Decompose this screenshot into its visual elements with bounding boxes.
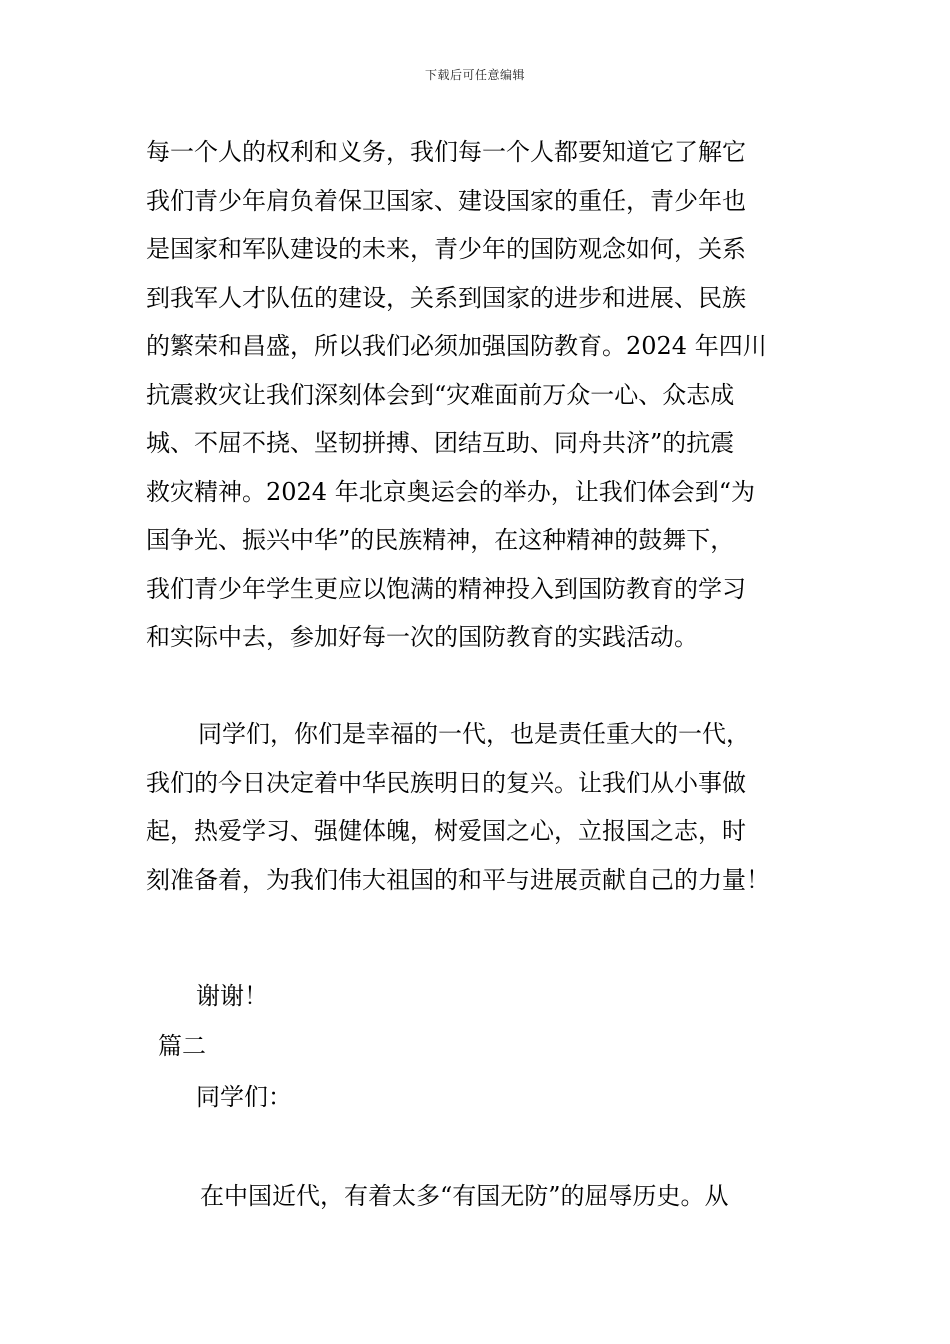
paragraph-line: 同学们，你们是幸福的一代，也是责任重大的一代，: [198, 720, 750, 748]
paragraph-line: 每一个人的权利和义务，我们每一个人都要知道它了解它: [146, 138, 746, 166]
paragraph-line: 抗震救灾让我们深刻体会到“灾难面前万众一心、众志成: [146, 380, 735, 409]
page-header-caption: 下载后可任意编辑: [424, 68, 525, 82]
greeting: 同学们：: [196, 1083, 292, 1111]
paragraph-line: 我们青少年学生更应以饱满的精神投入到国防教育的学习: [146, 574, 746, 603]
paragraph-line: 的繁荣和昌盛，所以我们必须加强国防教育。2024 年四川: [146, 332, 767, 360]
paragraph-line: 是国家和军队建设的未来，青少年的国防观念如何，关系: [146, 235, 746, 263]
paragraph-line: 和实际中去，参加好每一次的国防教育的实践活动。: [146, 623, 698, 651]
paragraph-3-first-line: 在中国近代，有着太多“有国无防”的屈辱历史。从: [200, 1182, 729, 1210]
paragraph-line: 救灾精神。2024 年北京奥运会的举办，让我们体会到“为: [146, 477, 755, 506]
closing-thanks: 谢谢！: [196, 982, 268, 1010]
paragraph-line: 我们青少年肩负着保卫国家、建设国家的重任，青少年也: [146, 186, 746, 215]
paragraph-1: [146, 128, 811, 662]
paragraph-line: 国争光、振兴中华”的民族精神，在这种精神的鼓舞下，: [146, 526, 735, 554]
paragraph-line: 城、不屈不挠、坚韧拼搏、团结互助、同舟共济”的抗震: [146, 429, 735, 457]
paragraph-line: 到我军人才队伍的建设，关系到国家的进步和进展、民族: [146, 283, 746, 312]
paragraph-line: 我们的今日决定着中华民族明日的复兴。让我们从小事做: [146, 768, 746, 797]
paragraph-2: [146, 710, 811, 904]
section-title: 篇二: [158, 1032, 206, 1060]
paragraph-line: 起，热爱学习、强健体魄，树爱国之心，立报国之志，时: [146, 817, 746, 845]
paragraph-line: 刻准备着，为我们伟大祖国的和平与进展贡献自己的力量！: [146, 865, 770, 894]
